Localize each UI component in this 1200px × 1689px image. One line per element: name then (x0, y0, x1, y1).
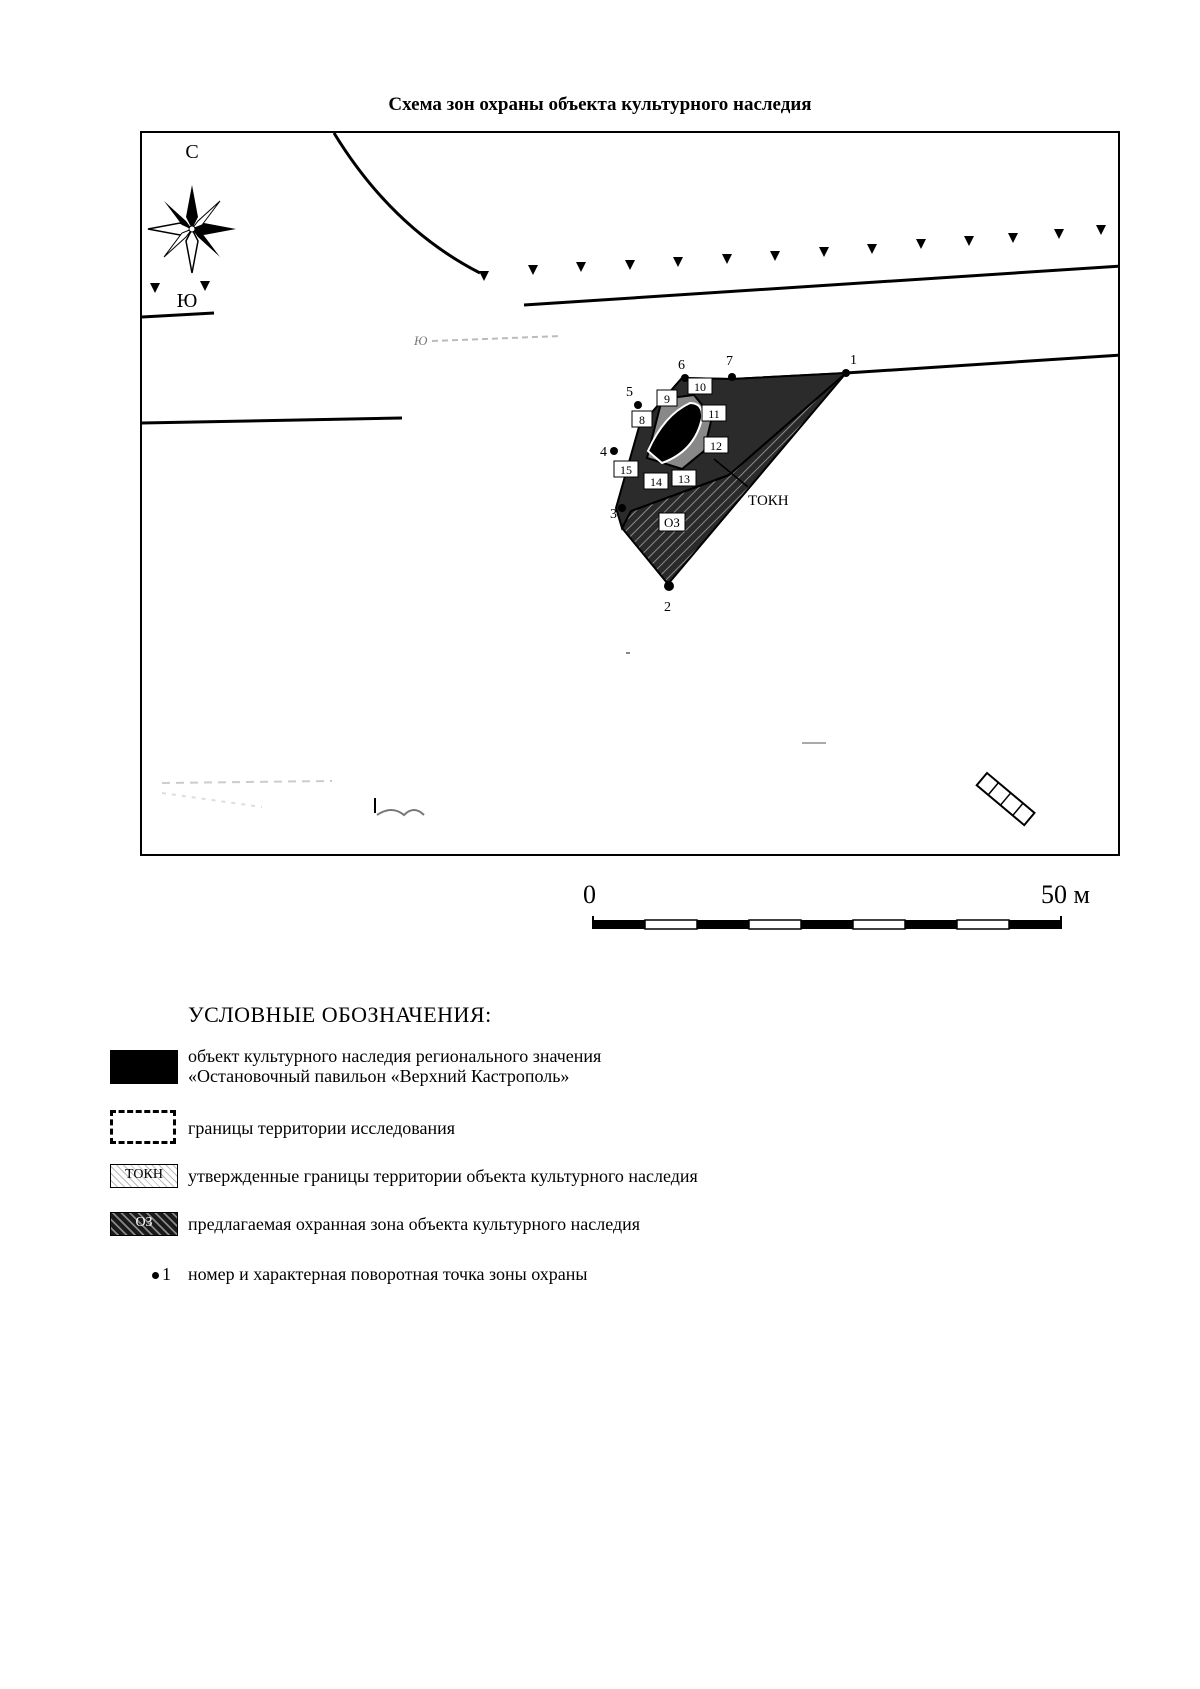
map-title: Схема зон охраны объекта культурного наследия (388, 94, 812, 115)
point-label-3: 3 (610, 507, 617, 522)
legend-text: границы территории исследования (188, 1118, 456, 1138)
point-label-10: 10 (694, 380, 706, 394)
legend-text: предлагаемая охранная зона объекта культурного наследия (188, 1214, 641, 1234)
scale-bar (560, 880, 1120, 940)
zone-label: ОЗ (664, 515, 680, 530)
tokn-swatch: ТОКН (110, 1164, 178, 1188)
study-boundary-swatch (110, 1110, 176, 1144)
road-edge-left (142, 313, 214, 317)
point-label-15: 15 (620, 463, 632, 477)
point-dot-icon (152, 1272, 159, 1279)
point-label-1: 1 (850, 353, 857, 368)
tokn-callout-label: ТОКН (748, 493, 789, 509)
point-label-14: 14 (650, 475, 662, 489)
point-label-4: 4 (600, 445, 607, 460)
compass-south-label: Ю (176, 290, 198, 312)
legend-text: номер и характерная поворотная точка зоны охраны (188, 1264, 588, 1284)
road-lower-edge-right (846, 355, 1120, 373)
point-label-9: 9 (664, 392, 670, 406)
point-marker-number: 1 (162, 1264, 171, 1284)
map-canvas (142, 133, 1120, 856)
curved-boundary-line (334, 133, 480, 273)
legend-heading: УСЛОВНЫЕ ОБОЗНАЧЕНИЯ: (188, 1002, 492, 1027)
legend-text-line2: «Остановочный павильон «Верхний Кастрополь» (188, 1066, 570, 1086)
point-label-2: 2 (664, 600, 671, 615)
legend-text: утвержденные границы территории объекта культурного наследия (188, 1166, 698, 1186)
embankment-marks (150, 225, 1106, 293)
map-area[interactable] (140, 131, 1120, 856)
legend-item-tokn (110, 1162, 1010, 1192)
point-label-7: 7 (726, 354, 733, 369)
point-marker-swatch (152, 1264, 182, 1286)
protection-zone-swatch: ОЗ (110, 1212, 178, 1236)
point-label-13: 13 (678, 472, 690, 486)
legend-item-point (110, 1260, 1010, 1290)
map-artifacts (162, 653, 1034, 825)
point-label-8: 8 (639, 413, 645, 427)
scale-end-label: 50 м (1041, 880, 1090, 909)
point-label-6: 6 (678, 358, 685, 373)
point-label-11: 11 (708, 407, 720, 421)
legend-item-protection-zone (110, 1210, 1010, 1240)
point-label-12: 12 (710, 439, 722, 453)
legend-text-line1: объект культурного наследия регионального значения (188, 1046, 602, 1066)
scale-start-label: 0 (583, 880, 596, 909)
heritage-object-swatch (110, 1050, 178, 1084)
road-lower-edge-left (142, 418, 402, 423)
legend-item-heritage-object (110, 1046, 1010, 1090)
point-label-5: 5 (626, 385, 633, 400)
compass-rose-icon (148, 185, 236, 273)
road-name-label: Ю (414, 333, 428, 348)
compass-north-label: С (185, 141, 199, 163)
road-upper-edge (524, 266, 1120, 305)
scale-bar-graphic (560, 880, 1120, 940)
legend-item-study-boundary (110, 1110, 1010, 1150)
